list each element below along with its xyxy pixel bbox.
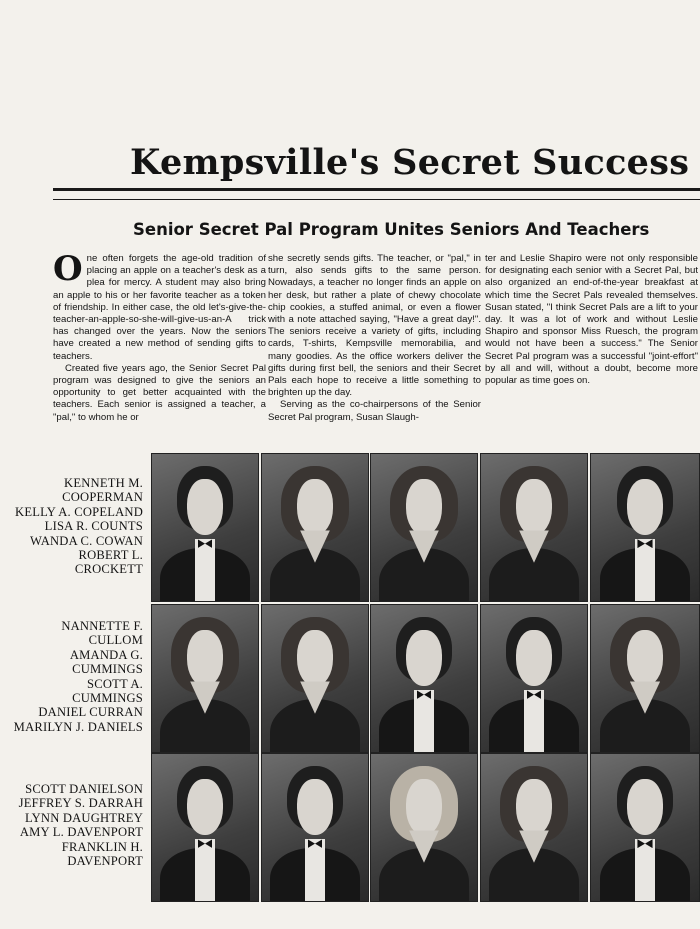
portrait-photo	[261, 604, 369, 753]
name-line: KELLY A. COPELAND	[15, 504, 143, 519]
name-line: CULLOM	[88, 633, 143, 648]
name-line: ROBERT L.	[78, 548, 143, 563]
name-line: AMY L. DAVENPORT	[19, 825, 143, 840]
title-rule-thick	[53, 188, 700, 191]
name-line: NANNETTE F.	[61, 619, 143, 633]
name-line: DANIEL CURRAN	[38, 705, 143, 720]
name-list-row-1	[0, 476, 143, 577]
name-line: WANDA C. COWAN	[30, 533, 143, 548]
portrait-photo	[370, 753, 478, 902]
name-line: LISA R. COUNTS	[44, 519, 143, 534]
portrait-photo	[151, 604, 259, 753]
article-column-1	[53, 249, 266, 424]
portrait-photo	[151, 753, 259, 902]
name-list-row-3	[0, 782, 143, 868]
portrait-photo	[590, 453, 700, 602]
name-line: FRANKLIN H.	[61, 839, 143, 854]
paragraph: ne often forgets the age-old tradition of placing an apple on a teacher's desk as a plea for mercy. A student may also bring an apple to his or her favorite teacher as a token of friendship. In either case, the old let's-give-the-teacher-an-apple-so-she-will-give-us-an-A trick has changed over the years. Now the seniors have created a new method of sending gifts to teachers.	[53, 253, 266, 362]
portrait-photo	[151, 453, 259, 602]
portrait-photo	[261, 453, 369, 602]
paragraph: Created five years ago, the Senior Secret Pal program was designed to give the seniors an opportunity to get better acquainted with the teachers. Each senior is assigned a teacher, a "pal," to whom he or	[53, 362, 266, 423]
portrait-photo	[370, 604, 478, 753]
article-column-2	[268, 253, 481, 424]
article-column-3	[485, 253, 698, 387]
name-line: LYNN DAUGHTREY	[24, 810, 143, 825]
portrait-photo	[370, 453, 478, 602]
name-line: MARILYN J. DANIELS	[13, 719, 143, 734]
article-subtitle: Senior Secret Pal Program Unites Seniors And Teachers	[133, 220, 650, 239]
portrait-photo	[590, 753, 700, 902]
paragraph: Serving as the co-chairpersons of the Senior Secret Pal program, Susan Slaugh-	[268, 399, 481, 423]
name-line: SCOTT DANIELSON	[25, 782, 143, 796]
title-rule-thin	[53, 199, 700, 200]
name-line: JEFFREY S. DARRAH	[18, 796, 143, 811]
name-line: COOPERMAN	[62, 490, 143, 505]
name-line: AMANDA G.	[69, 647, 143, 662]
paragraph: she secretly sends gifts. The teacher, or "pal," in turn, also sends gifts to the same person. Nowadays, a teacher no longer finds an apple on her desk, but rather a plate of chewy chocolate chip cookies, a stuffed animal, or even a flower with a note attached saying, "Have a great day!". The seniors receive a variety of gifts, including cards, T-shirts, Kempsville memorabilia, and many goodies. As the office workers deliver the gifts during first bell, the seniors and their Secret Pals each hope to receive a little something to brighten up the day.	[268, 253, 481, 399]
name-line: KENNETH M.	[64, 476, 143, 490]
portrait-photo	[480, 453, 588, 602]
paragraph: ter and Leslie Shapiro were not only responsible for designating each senior with a Secret Pal, but also organized an end-of-the-year breakfast at which time the Secret Pals revealed themselves. Susan stated, "I think Secret Pals are a lift to your day. It was a lot of work and without Leslie Shapiro and sponsor Miss Ruesch, the program would not have been a success." The Senior Secret Pal program was a successful "joint-effort" by all and will, without a doubt, become more popular as time goes on.	[485, 253, 698, 387]
name-line: SCOTT A.	[87, 676, 143, 691]
name-line: CROCKETT	[74, 562, 143, 577]
name-line: CUMMINGS	[72, 691, 143, 706]
portrait-photo	[261, 753, 369, 902]
name-line: DAVENPORT	[67, 854, 143, 869]
name-list-row-2	[0, 619, 143, 734]
portrait-photo	[590, 604, 700, 753]
page-title: Kempsville's Secret Success	[130, 142, 690, 183]
portrait-photo	[480, 753, 588, 902]
portrait-photo	[480, 604, 588, 753]
name-line: CUMMINGS	[72, 662, 143, 677]
drop-cap: O	[53, 249, 83, 289]
